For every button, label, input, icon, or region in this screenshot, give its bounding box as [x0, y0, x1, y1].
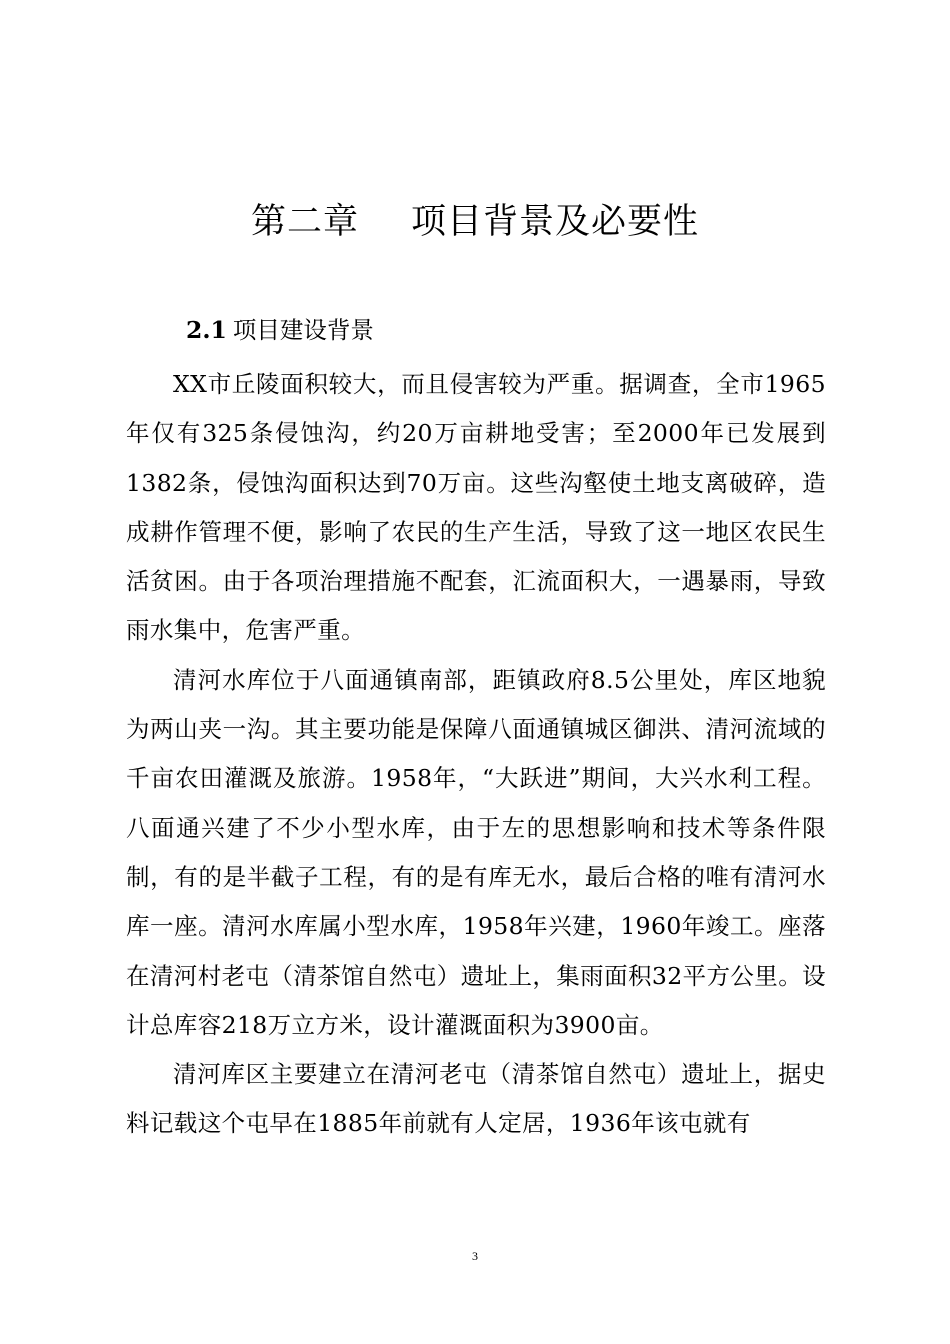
page-number: 3	[472, 1249, 478, 1263]
body-text	[126, 360, 826, 1149]
paragraph-history: 清河库区主要建立在清河老屯（清茶馆自然屯）遗址上，据史料记载这个屯早在1885年前就有人定居，1936年该屯就有	[126, 1060, 826, 1138]
paragraph-erosion: XX市丘陵面积较大，而且侵害较为严重。据调查，全市1965年仅有325条侵蚀沟，约20万亩耕地受害；至2000年已发展到1382条，侵蚀沟面积达到70万亩。这些沟壑使土地支离破碎，造成耕作管理不便，影响了农民的生产生活，导致了这一地区农民生活贫困。由于各项治理措施不配套，汇流面积大，一遇暴雨，导致雨水集中，危害严重。	[126, 370, 826, 645]
chapter-title	[0, 196, 950, 248]
section-heading	[186, 310, 374, 350]
chapter-number: 第二章	[250, 202, 359, 242]
section-title: 项目建设背景	[232, 316, 374, 344]
chapter-title-text: 项目背景及必要性	[411, 202, 700, 242]
section-number: 2.1	[186, 316, 227, 344]
paragraph-reservoir: 清河水库位于八面通镇南部，距镇政府8.5公里处，库区地貌为两山夹一沟。其主要功能是保障八面通镇城区御洪、清河流域的千亩农田灌溉及旅游。1958年，“大跃进”期间，大兴水利工程。八面通兴建了不少小型水库，由于左的思想影响和技术等条件限制，有的是半截子工程，有的是有库无水，最后合格的唯有清河水库一座。清河水库属小型水库，1958年兴建，1960年竣工。座落在清河村老屯（清茶馆自然屯）遗址上，集雨面积32平方公里。设计总库容218万立方米，设计灌溉面积为3900亩。	[126, 665, 826, 1039]
